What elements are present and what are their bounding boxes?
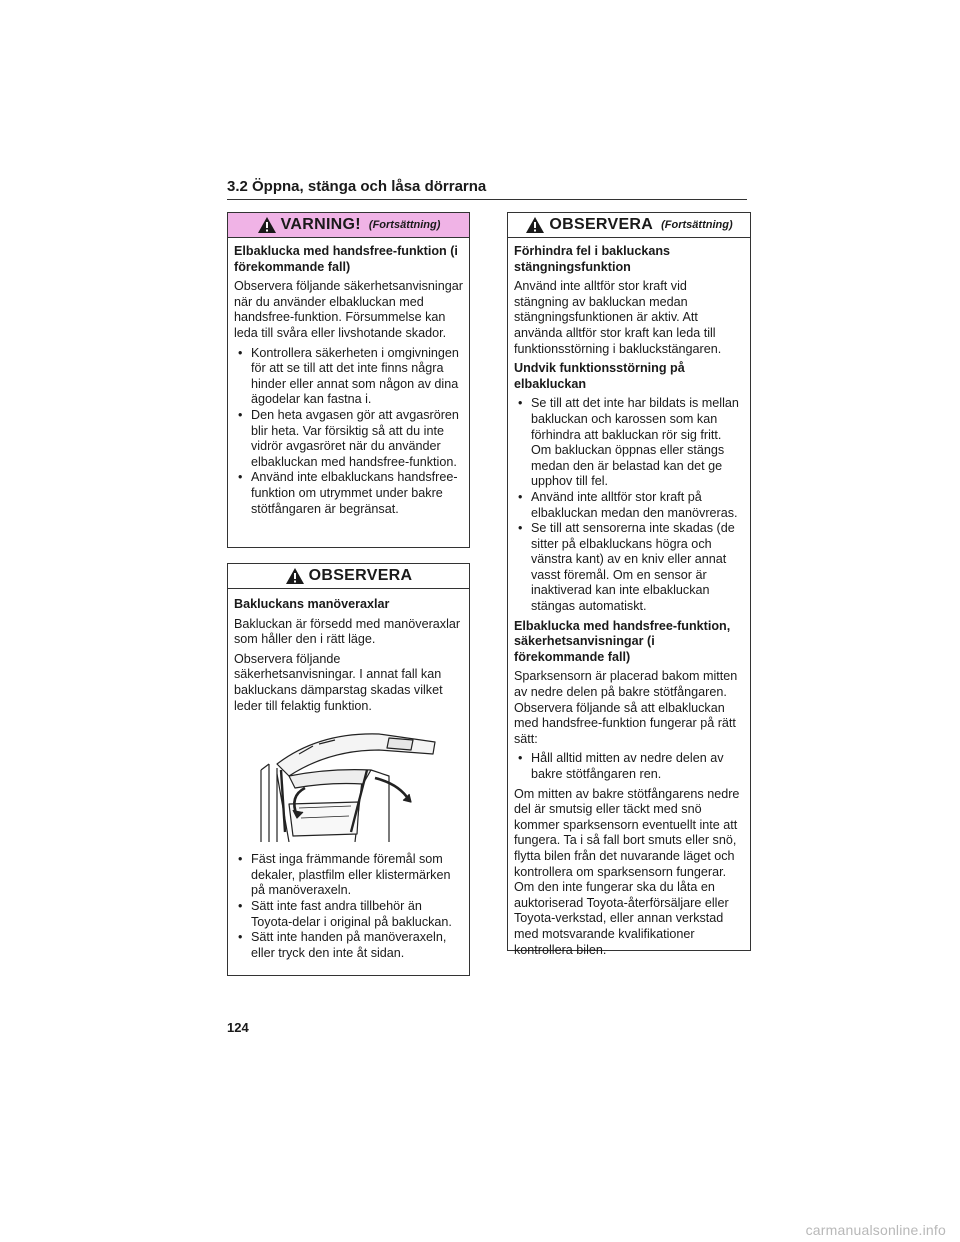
warning-triangle-icon [285,567,305,585]
notice-cont-para-3: Om mitten av bakre stötfångarens nedre del är smutsig eller täckt med snö kommer sparksensorn eventuellt inte att fungera. Ta i så fall bort smuts eller snö, flytta bilen från det nuvarande läget och kontrollera om sparksensorn fungerar. Om den inte fungerar ska du låta en auktoriserad Toyota-återförsäljare eller Toyota-verkstad, eller annan verkstad med motsvarande kvalifikationer kontrollera bilen. [514,786,740,957]
notice-cont-title: OBSERVERA [549,216,654,233]
warning-box [227,212,470,548]
notice-cont-para-1: Använd inte alltför stor kraft vid stängning av bakluckan medan stängningsfunktionen är aktiv. Att använda alltför stor kraft kan leda till funktionsstörning i bakluckstängaren. [514,279,722,356]
notice-cont-heading-3: Elbaklucka med handsfree-funktion, säkerhetsanvisningar (i förekommande fall) [514,618,731,664]
header-rule [227,199,747,200]
section-title: 3.2 Öppna, stänga och låsa dörrarna [227,178,487,195]
warning-triangle-icon [525,216,545,234]
notice-cont-list-1 [514,396,744,614]
watermark: carmanualsonline.info [805,1222,946,1238]
warning-heading: Elbaklucka med handsfree-funktion (i förekommande fall) [234,244,458,274]
list-item: • Sätt inte handen på manöveraxeln, eller tryck den inte åt sidan. [234,930,463,961]
warning-triangle-icon [257,216,277,234]
list-item: • Använd inte elbakluckans handsfree-funktion om utrymmet under bakre stötfångaren är begränsat. [234,470,463,517]
notice-cont-body [508,238,750,958]
list-item: • Sätt inte fast andra tillbehör än Toyota-delar i original på bakluckan. [234,899,463,930]
warning-list [234,346,463,518]
warning-title: VARNING! [280,216,361,233]
list-item: • Fäst inga främmande föremål som dekaler, plastfilm eller klistermärken på manöveraxeln. [234,852,463,899]
list-item: • Håll alltid mitten av nedre delen av bakre stötfångaren ren. [514,751,744,782]
notice-cont-list-2 [514,751,744,782]
list-item: • Använd inte alltför stor kraft på elbakluckan medan den manövreras. [514,490,744,521]
notice-heading: Bakluckans manöveraxlar [234,597,390,611]
section-header [227,178,747,195]
notice-cont-para-2: Sparksensorn är placerad bakom mitten av nedre delen på bakre stötfångaren. Observera följande så att elbakluckan med handsfree-funktion fungerar på rätt sätt: [514,669,738,746]
notice-box [227,563,470,976]
tailgate-strut-illustration [259,724,439,842]
notice-box-header [228,564,469,589]
notice-cont-continued: (Fortsättning) [661,219,733,231]
list-item: • Se till att det inte har bildats is mellan bakluckan och karossen som kan förhindra att bakluckan rör sig fritt. Om bakluckan öppnas eller stängs medan den är belastad kan det ge upphov till fel. [514,396,744,490]
notice-para-1: Bakluckan är försedd med manöveraxlar som håller den i rätt läge. [234,616,461,647]
warning-intro: Observera följande säkerhetsanvisningar när du använder elbakluckan med handsfree-funktion. Försummelse kan leda till svåra eller livshotande skador. [234,279,463,340]
notice-cont-header [508,213,750,238]
notice-title: OBSERVERA [308,567,413,584]
notice-cont-heading-2: Undvik funktionsstörning på elbakluckan [514,361,685,391]
notice-para-2: Observera följande säkerhetsanvisningar. I annat fall kan bakluckans dämparstag skadas vilket leder till felaktig funktion. [234,651,443,713]
warning-box-header [228,213,469,238]
notice-body [228,589,469,961]
notice-box-continued [507,212,751,957]
warning-continued: (Fortsättning) [368,219,441,231]
list-item: • Den heta avgasen gör att avgasrören blir heta. Var försiktig så att du inte vidrör avgasröret när du använder elbakluckan med handsfree-funktion. [234,408,463,470]
page-number: 124 [227,1020,249,1035]
notice-list [234,852,463,961]
list-item: • Kontrollera säkerheten i omgivningen för att se till att det inte finns några hinder eller annat som någon av dina ägodelar kan fastna i. [234,346,463,408]
warning-body [228,238,469,517]
notice-cont-heading-1: Förhindra fel i bakluckans stängningsfunktion [514,244,671,274]
list-item: • Se till att sensorerna inte skadas (de sitter på elbakluckans högra och vänstra kant) av en kniv eller annat vasst föremål. Om en sensor är inaktiverad kan inte elbakluckan stängas automatiskt. [514,521,744,615]
